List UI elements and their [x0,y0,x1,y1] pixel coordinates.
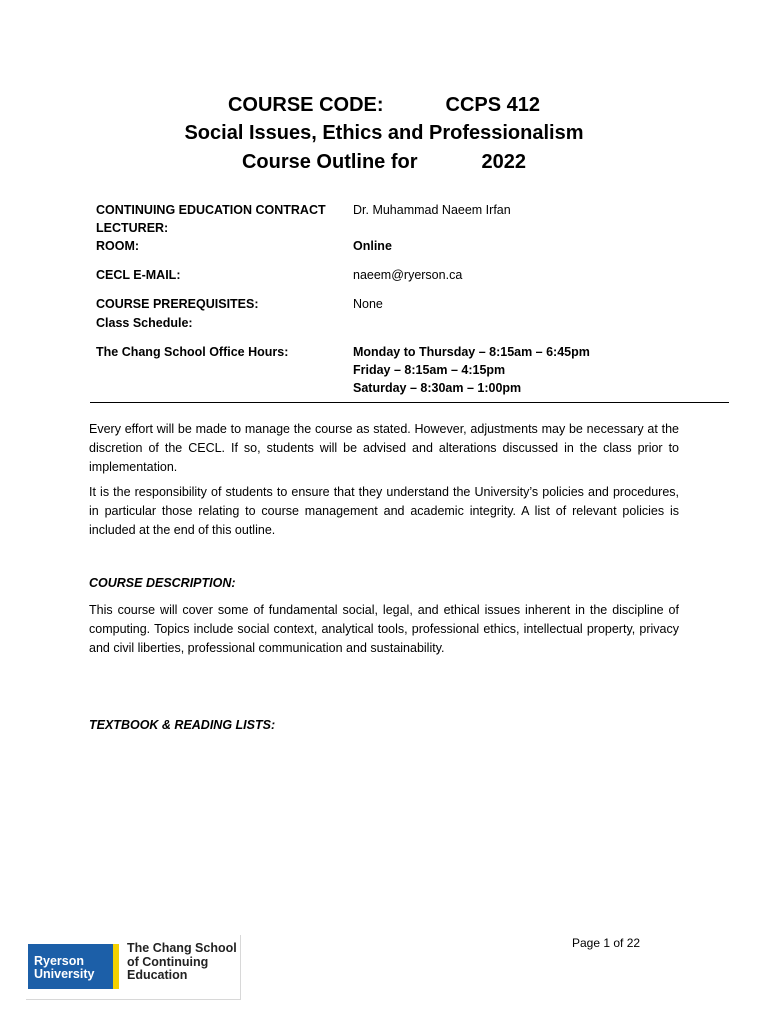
page-number: Page 1 of 22 [572,936,641,950]
prerequisites-value: None [353,297,383,311]
office-hours-line: Monday to Thursday – 8:15am – 6:45pm [353,345,590,359]
prerequisites-label: COURSE PREREQUISITES: [96,297,259,311]
ryerson-logo-stripe [113,944,119,989]
course-title: Social Issues, Ethics and Professionalism [184,122,584,144]
policy-paragraph: It is the responsibility of students to ensure that they understand the University’s policies and procedures, in particular those relating to course management and academic integrity. A list of relevant policies is included at the end of this outline. [89,485,679,537]
course-code-label: COURSE CODE: [227,94,384,116]
office-hours-line: Friday – 8:15am – 4:15pm [353,363,506,377]
course-code-value: CCPS 412 [445,94,541,116]
office-hours-line: Saturday – 8:30am – 1:00pm [353,381,522,395]
course-outline-line [0,151,768,174]
email-value[interactable]: naeem@ryerson.ca [353,268,463,282]
lecturer-value: Dr. Muhammad Naeem Irfan [353,203,511,217]
school-name [127,942,242,983]
room-label: ROOM: [96,239,140,253]
school-name-line: Education [127,968,188,982]
school-name-line: of Continuing [127,954,209,969]
office-hours-label: The Chang School Office Hours: [96,345,289,359]
course-description-heading: COURSE DESCRIPTION: [89,576,236,590]
course-outline-label: Course Outline for [241,151,418,173]
divider-line [90,402,729,403]
room-value: Online [353,239,392,253]
office-hours-value [353,343,693,397]
school-name-line: The Chang School [127,941,237,955]
lecturer-label: CONTINUING EDUCATION CONTRACT LECTURER: [96,203,326,235]
ryerson-logo-text [34,955,94,981]
course-outline-year: 2022 [481,151,527,173]
class-schedule-label: Class Schedule: [96,316,193,330]
logo-line: University [34,967,95,981]
course-description-paragraph: This course will cover some of fundamental social, legal, and ethical issues inherent in the discipline of computing. Topics include social context, analytical tools, professional ethics, intellectual property, privacy and civil liberties, professional communication and sustainability. [89,603,679,655]
logo-line: Ryerson [34,954,85,968]
chang-school-logo [26,935,241,1000]
email-label: CECL E-MAIL: [96,268,181,282]
disclaimer-paragraph: Every effort will be made to manage the course as stated. However, adjustments may be necessary at the discretion of the CECL. If so, students will be advised and alterations discussed in the class prior to implementation. [89,422,679,474]
textbook-heading: TEXTBOOK & READING LISTS: [89,718,276,732]
course-code-line [0,94,768,117]
